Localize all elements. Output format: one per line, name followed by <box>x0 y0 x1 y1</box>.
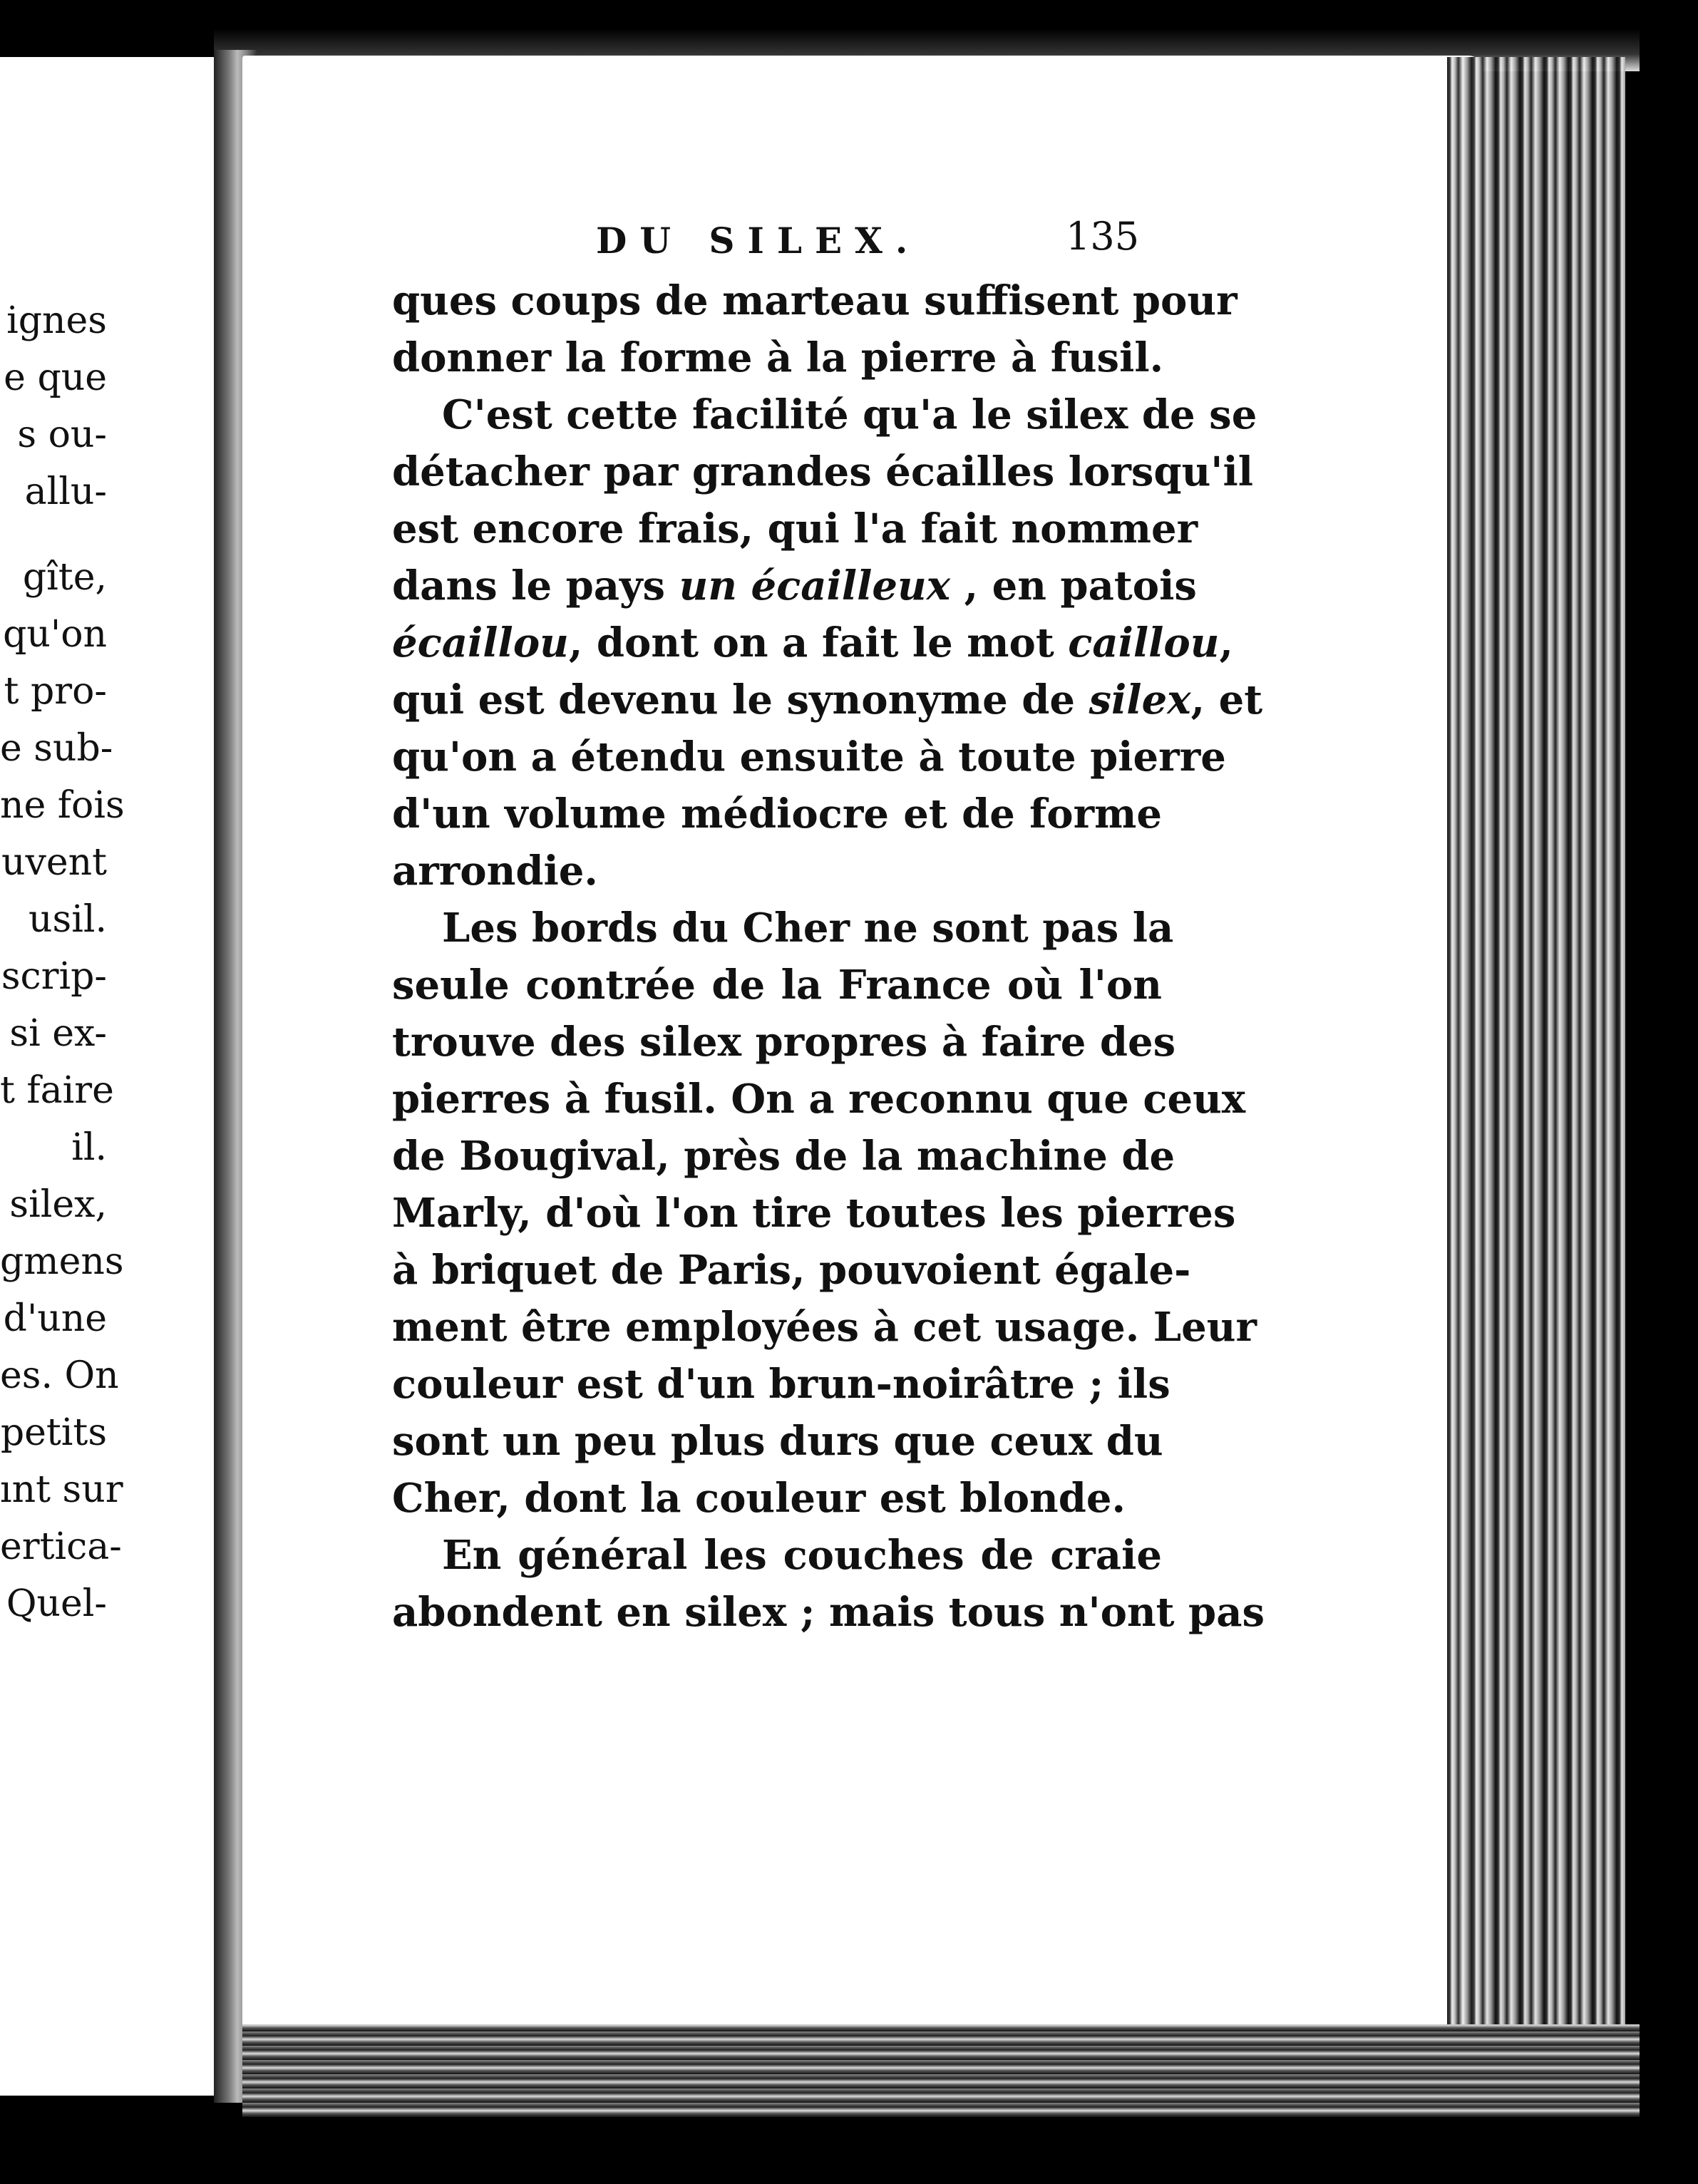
left-line: e sub- <box>0 727 113 770</box>
left-page-fragment <box>0 57 221 2096</box>
italic-term: caillou <box>1068 619 1220 666</box>
left-line: gmens <box>0 1240 124 1283</box>
left-line: silex, <box>9 1183 107 1226</box>
text-line: Marly, d'où l'on tire toutes les pierres <box>392 1190 1236 1237</box>
left-line: gîte, <box>22 556 107 599</box>
text-line: C'est cette facilité qu'a le silex de se <box>442 391 1257 438</box>
left-line: s ou- <box>17 413 107 456</box>
text-segment: , dont on a fait le mot <box>568 619 1054 666</box>
text-line: détacher par grandes écailles lorsqu'il <box>392 448 1253 495</box>
text-line <box>392 619 1233 666</box>
italic-term: un écailleux <box>679 562 951 609</box>
left-line: si ex- <box>9 1012 107 1055</box>
text-line: En général les couches de craie <box>442 1532 1162 1579</box>
text-line: ques coups de marteau suffisent pour <box>392 277 1238 324</box>
text-segment: , et <box>1190 676 1263 723</box>
text-line <box>392 676 1263 723</box>
text-segment: , <box>1219 619 1233 666</box>
text-line: Cher, dont la couleur est blonde. <box>392 1475 1126 1522</box>
text-line: Les bords du Cher ne sont pas la <box>442 905 1174 952</box>
left-line: petits <box>0 1411 107 1454</box>
text-line: seule contrée de la France où l'on <box>392 962 1162 1009</box>
page-fore-edge <box>1447 57 1625 2110</box>
left-line: t faire <box>0 1069 114 1112</box>
italic-term: silex <box>1089 676 1191 723</box>
text-line: d'un volume médiocre et de forme <box>392 790 1162 838</box>
left-line: qu'on <box>3 613 107 656</box>
left-line: Quel- <box>6 1582 107 1625</box>
left-line: scrip- <box>1 955 107 998</box>
left-line: es. On <box>0 1354 119 1397</box>
left-line: ınt sur <box>0 1468 123 1511</box>
left-line: e que <box>4 356 107 399</box>
page-number: 135 <box>1066 214 1140 259</box>
italic-term: écaillou <box>392 619 569 666</box>
left-line: ertica- <box>0 1525 122 1568</box>
bottom-page-edges <box>242 2024 1640 2117</box>
text-line: pierres à fusil. On a reconnu que ceux <box>392 1076 1246 1123</box>
text-line: donner la forme à la pierre à fusil. <box>392 334 1164 381</box>
text-line: sont un peu plus durs que ceux du <box>392 1418 1163 1465</box>
left-line: uvent <box>1 841 107 884</box>
text-line: qu'on a étendu ensuite à toute pierre <box>392 733 1226 781</box>
text-line: à briquet de Paris, pouvoient égale- <box>392 1247 1191 1294</box>
left-line: t pro- <box>4 670 107 713</box>
text-segment: dans le pays <box>392 562 666 609</box>
text-line: ment être employées à cet usage. Leur <box>392 1304 1257 1351</box>
text-segment: qui est devenu le synonyme de <box>392 676 1075 723</box>
text-segment: , en patois <box>964 562 1197 609</box>
text-line: couleur est d'un brun-noirâtre ; ils <box>392 1361 1170 1408</box>
left-line: il. <box>71 1126 107 1169</box>
text-line: abondent en silex ; mais tous n'ont pas <box>392 1589 1265 1636</box>
left-line: d'une <box>3 1297 107 1340</box>
running-head: DU SILEX. <box>596 220 921 262</box>
left-line: ignes <box>6 299 107 342</box>
text-line: de Bougival, près de la machine de <box>392 1133 1175 1180</box>
text-line: est encore frais, qui l'a fait nommer <box>392 505 1198 552</box>
left-line: ne fois <box>0 784 125 827</box>
text-line: arrondie. <box>392 848 598 895</box>
text-line: trouve des silex propres à faire des <box>392 1019 1176 1066</box>
text-line <box>392 562 1197 609</box>
left-line: usil. <box>29 898 107 941</box>
left-line: allu- <box>24 470 107 513</box>
